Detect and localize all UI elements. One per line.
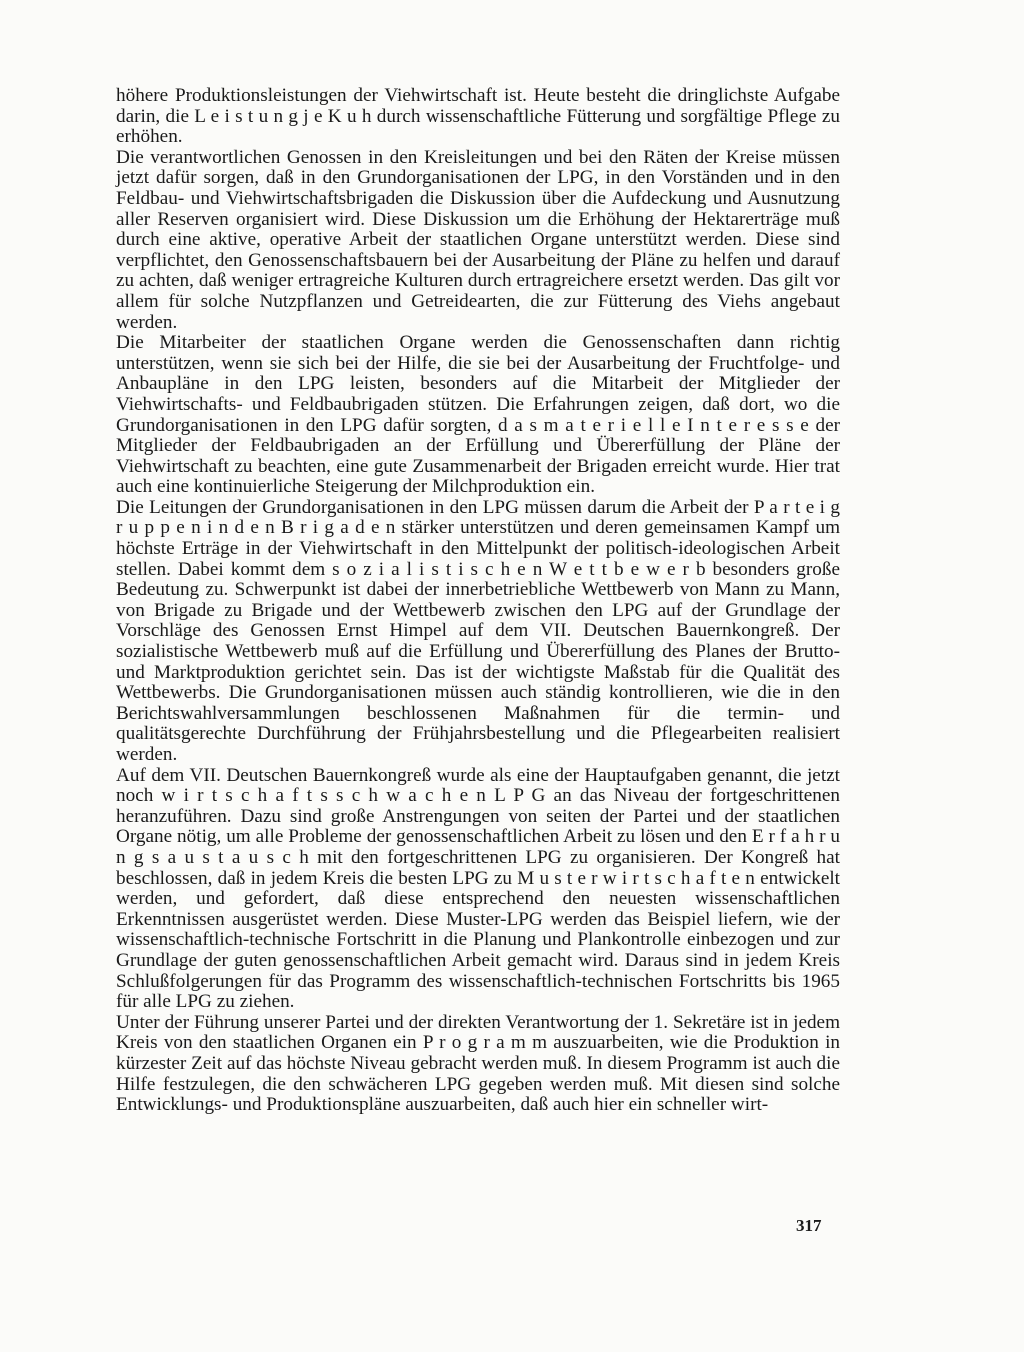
body-text	[116, 86, 840, 1116]
page-number: 317	[796, 1216, 822, 1235]
paragraph-4: Die Leitungen der Grundorganisationen in den LPG müssen darum die Arbeit der P a r t e i g r u p p e n i n d e n B r i g a d e n stärker unterstützen und deren gemeinsamen Kampf um höchste Erträge in der Viehwirtschaft in den Mittelpunkt der politisch-ideologischen Arbeit stellen. Dabei kommt dem s o z i a l i s t i s c h e n W e t t b e w e r b besonders große Bedeutung zu. Schwerpunkt ist dabei der innerbetriebliche Wettbewerb von Mann zu Mann, von Brigade zu Brigade und der Wettbewerb zwischen den LPG auf der Grundlage der Vorschläge des Genossen Ernst Himpel auf dem VII. Deutschen Bauernkongreß. Der sozialistische Wettbewerb muß auf die Erfüllung und Übererfüllung des Planes der Brutto- und Marktproduktion gerichtet sein. Das ist der wichtigste Maßstab für die Qualität des Wettbewerbs. Die Grundorganisationen müssen auch ständig kontrollieren, wie die in den Berichtswahlversammlungen beschlossenen Maßnahmen für die termin- und qualitätsgerechte Durchführung der Frühjahrsbestellung und die Pflegearbeiten realisiert werden.	[116, 496, 840, 765]
paragraph-3: Die Mitarbeiter der staatlichen Organe werden die Genossenschaften dann richtig unterstützen, wenn sie sich bei der Hilfe, die sie bei der Ausarbeitung der Fruchtfolge- und Anbaupläne in den LPG leisten, besonders auf die Mitarbeit der Mitglieder der Viehwirtschafts- und Feldbaubrigaden stützen. Die Erfahrungen zeigen, daß dort, wo die Grundorganisationen in den LPG dafür sorgten, d a s m a t e r i e l l e I n t e r e s s e der Mitglieder der Feldbaubrigaden an der Erfüllung und Übererfüllung der Pläne der Viehwirtschaft zu beachten, eine gute Zusammenarbeit der Brigaden erreicht wurde. Hier trat auch eine kontinuierliche Steigerung der Milchproduktion ein.	[116, 332, 840, 498]
paragraph-5: Auf dem VII. Deutschen Bauernkongreß wurde als eine der Hauptaufgaben genannt, die jetzt noch w i r t s c h a f t s s c h w a c h e n L P G an das Niveau der fortgeschrittenen heranzuführen. Dazu sind große Anstrengungen von seiten der Partei und der staatlichen Organe nötig, um alle Probleme der genossenschaftlichen Arbeit zu lösen und den E r f a h r u n g s a u s t a u s c h mit den fortgeschrittenen LPG zu organisieren. Der Kongreß hat beschlossen, daß in jedem Kreis die besten LPG zu M u s t e r w i r t s c h a f t e n entwickelt werden, und gefordert, daß diese entsprechend den neuesten wissenschaftlichen Erkenntnissen ausgerüstet werden. Diese Muster-LPG werden das Beispiel liefern, wie der wissenschaftlich-technische Fortschritt in die Planung und Plankontrolle einbezogen und zur Grundlage der guten genossenschaftlichen Arbeit gemacht wird. Daraus sind in jedem Kreis Schlußfolgerungen für das Programm des wissenschaftlich-technischen Fortschritts bis 1965 für alle LPG zu ziehen.	[116, 764, 840, 1013]
paragraph-1: höhere Produktionsleistungen der Viehwirtschaft ist. Heute besteht die dringlichste Aufgabe darin, die L e i s t u n g j e K u h durch wissenschaftliche Fütterung und sorgfältige Pflege zu erhöhen.	[116, 85, 840, 148]
paragraph-2: Die verantwortlichen Genossen in den Kreisleitungen und bei den Räten der Kreise müssen jetzt dafür sorgen, daß in den Grundorganisationen der LPG, in den Vorständen und in den Feldbau- und Viehwirtschaftsbrigaden die Diskussion über die Aufdeckung und Ausnutzung aller Reserven organisiert wird. Diese Diskussion um die Erhöhung der Hektarerträge muß durch eine aktive, operative Arbeit der staatlichen Organe unterstützt werden. Diese sind verpflichtet, den Genossenschaftsbauern bei der Ausarbeitung der Pläne zu helfen und darauf zu achten, daß weniger ertragreiche Kulturen durch ertragreichere ersetzt werden. Das gilt vor allem für solche Nutzpflanzen und Getreidearten, die zur Fütterung des Viehs angebaut werden.	[116, 146, 840, 333]
paragraph-6: Unter der Führung unserer Partei und der direkten Verantwortung der 1. Sekretäre ist in jedem Kreis von den staatlichen Organen ein P r o g r a m m auszuarbeiten, wie die Produktion in kürzester Zeit auf das höchste Niveau gebracht werden muß. In diesem Programm ist auch die Hilfe festzulegen, die den schwächeren LPG gegeben werden muß. Mit diesen sind solche Entwicklungs- und Produktionspläne auszuarbeiten, daß auch hier ein schneller wirt-	[116, 1011, 840, 1116]
